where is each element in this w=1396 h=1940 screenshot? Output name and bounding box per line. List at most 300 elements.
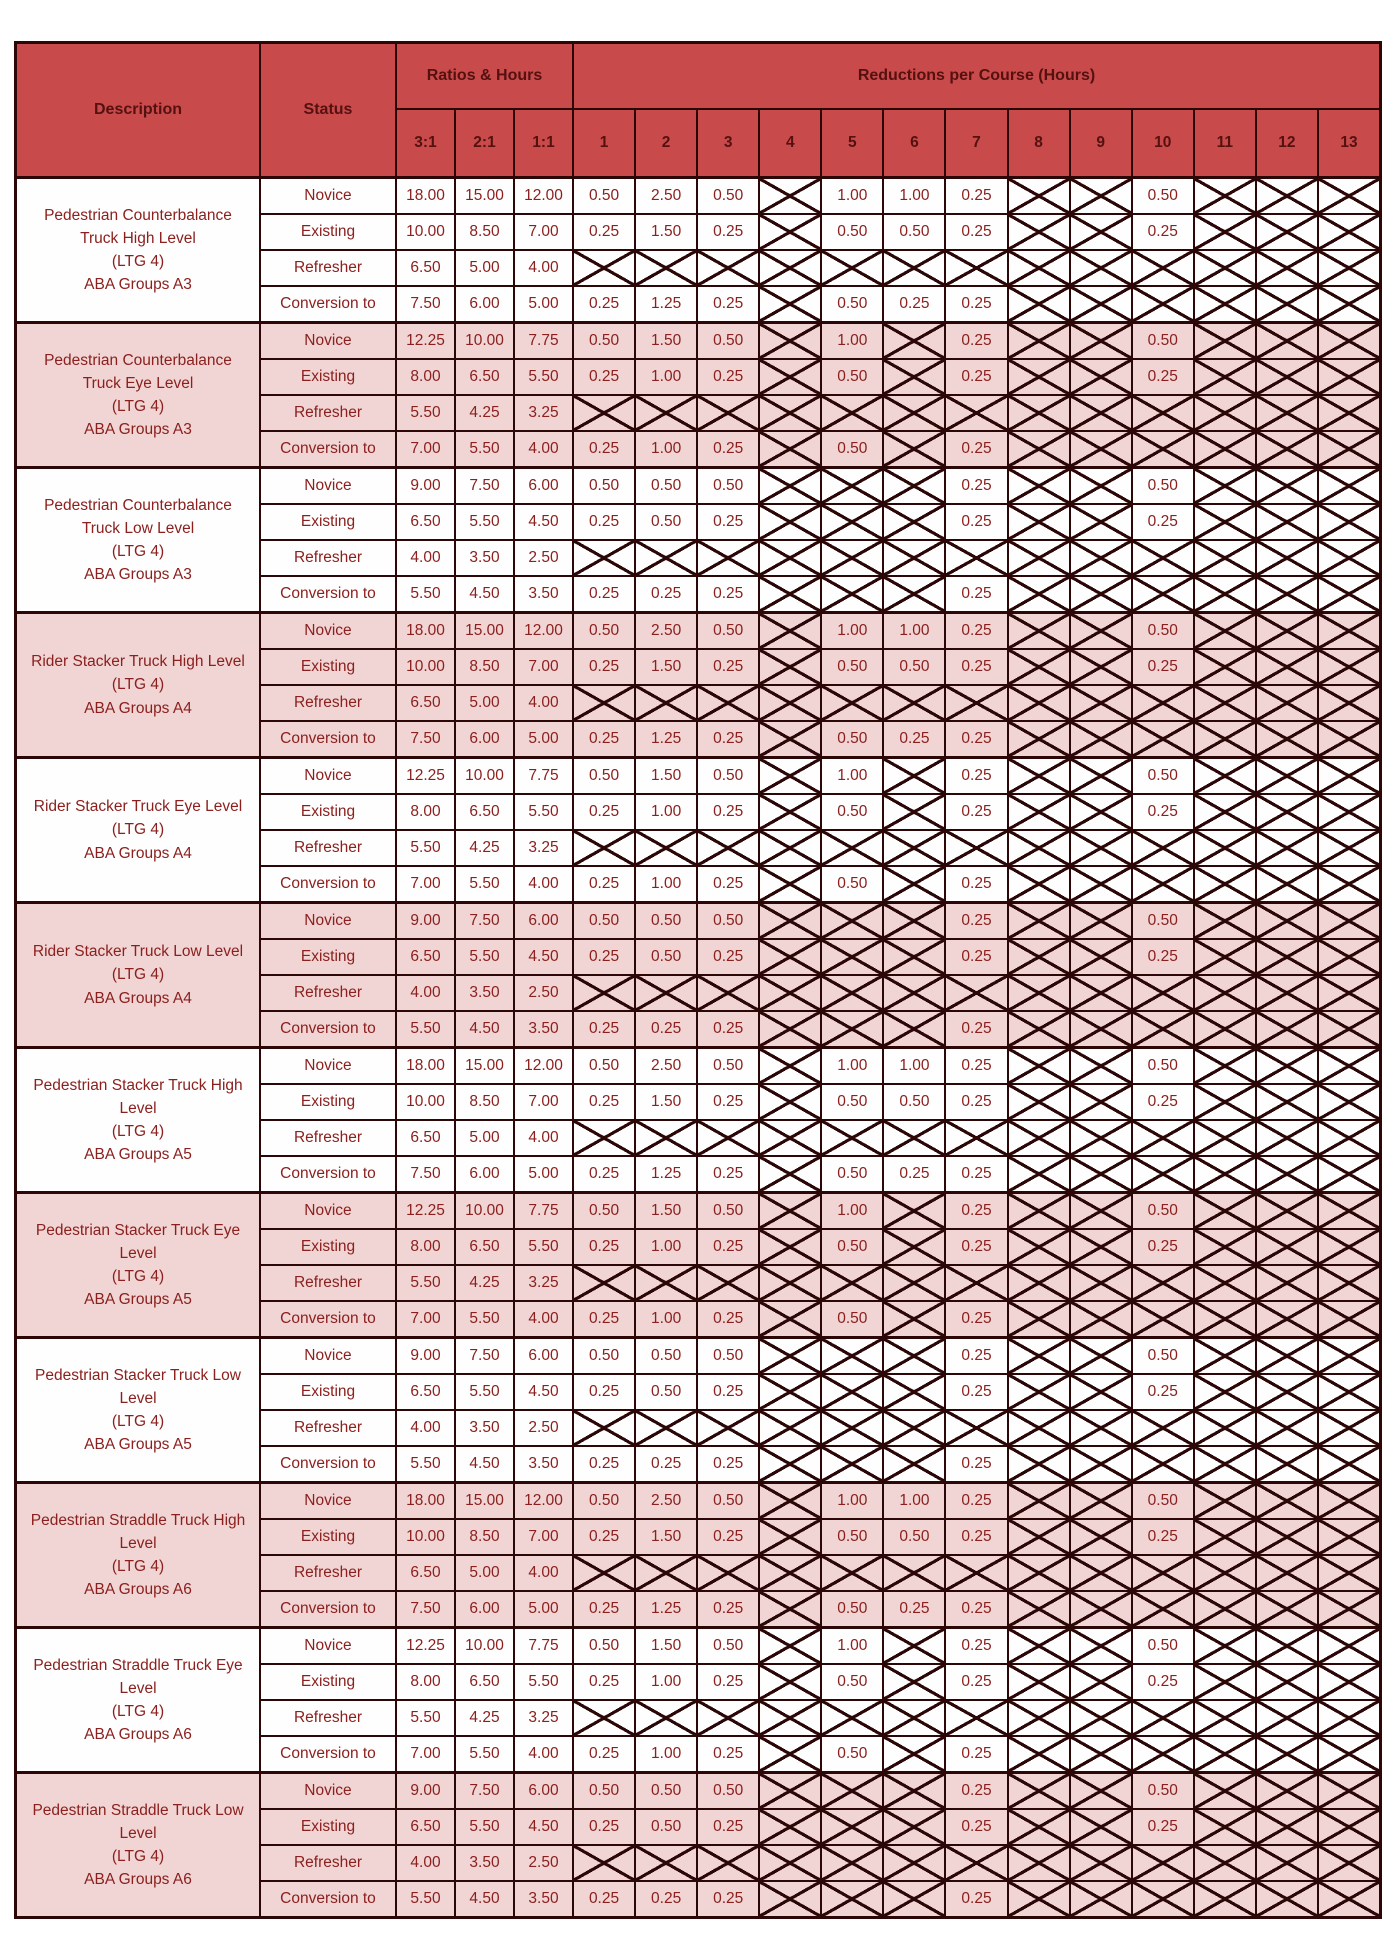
x-cross-icon [636, 1846, 696, 1880]
crossed-reduction-cell [884, 759, 944, 793]
x-cross-icon [1195, 1882, 1255, 1916]
ratio-hours-cell: 4.25 [456, 831, 513, 865]
x-cross-icon [1319, 1194, 1379, 1228]
crossed-reduction-cell [884, 577, 944, 611]
ratio-hours-cell: 9.00 [397, 1339, 454, 1373]
x-cross-icon [1257, 976, 1317, 1010]
reduction-cell: 0.25 [946, 1629, 1006, 1663]
ratio-hours-cell: 7.00 [515, 650, 572, 684]
reduction-cell: 0.50 [698, 1049, 758, 1083]
reduction-cell: 0.50 [822, 1157, 882, 1191]
crossed-reduction-cell [884, 1447, 944, 1481]
reduction-cell: 0.25 [574, 1447, 634, 1481]
course-ltg: (LTG 4) [111, 1558, 165, 1575]
ratio-hours-cell: 5.50 [397, 1447, 454, 1481]
x-cross-icon [884, 541, 944, 575]
reduction-cell: 0.25 [698, 795, 758, 829]
x-cross-icon [636, 831, 696, 865]
status-cell: Existing [261, 1665, 395, 1699]
x-cross-icon [1071, 1665, 1131, 1699]
ratio-hours-cell: 6.00 [515, 1339, 572, 1373]
crossed-reduction-cell [1257, 1665, 1317, 1699]
x-cross-icon [760, 1194, 820, 1228]
reduction-cell: 0.25 [946, 577, 1006, 611]
ratio-hours-cell: 7.00 [397, 1737, 454, 1771]
x-cross-icon [884, 1737, 944, 1771]
status-cell: Existing [261, 1375, 395, 1409]
crossed-reduction-cell [760, 1266, 820, 1300]
crossed-reduction-cell [1071, 1012, 1131, 1046]
x-cross-icon [760, 1375, 820, 1409]
x-cross-icon [1319, 686, 1379, 720]
x-cross-icon [1257, 215, 1317, 249]
x-cross-icon [1071, 650, 1131, 684]
status-cell: Existing [261, 1085, 395, 1119]
ratio-hours-cell: 4.50 [456, 1447, 513, 1481]
status-cell: Novice [261, 179, 395, 213]
reduction-cell: 0.25 [946, 1375, 1006, 1409]
crossed-reduction-cell [1071, 1411, 1131, 1445]
x-cross-icon [760, 1520, 820, 1554]
crossed-reduction-cell [1009, 1774, 1069, 1808]
crossed-reduction-cell [1257, 831, 1317, 865]
reduction-cell: 0.25 [946, 1447, 1006, 1481]
x-cross-icon [1071, 541, 1131, 575]
ratio-hours-cell: 7.50 [397, 1157, 454, 1191]
x-cross-icon [1319, 1085, 1379, 1119]
reduction-cell: 0.50 [698, 1774, 758, 1808]
ratio-hours-cell: 6.00 [456, 1592, 513, 1626]
x-cross-icon [1133, 1592, 1193, 1626]
reduction-cell: 1.00 [636, 1230, 696, 1264]
x-cross-icon [1071, 1121, 1131, 1155]
ratio-hours-cell: 6.50 [397, 251, 454, 285]
x-cross-icon [884, 1339, 944, 1373]
status-cell: Existing [261, 1810, 395, 1844]
ratio-hours-cell: 18.00 [397, 1049, 454, 1083]
crossed-reduction-cell [822, 1375, 882, 1409]
crossed-reduction-cell [1319, 1085, 1379, 1119]
ratio-hours-cell: 2.50 [515, 1846, 572, 1880]
crossed-reduction-cell [1009, 1737, 1069, 1771]
course-aba-group: ABA Groups A3 [84, 566, 192, 584]
x-cross-icon [1195, 1302, 1255, 1336]
x-cross-icon [822, 1375, 882, 1409]
x-cross-icon [574, 251, 634, 285]
crossed-reduction-cell [1133, 1447, 1193, 1481]
ratio-hours-cell: 6.00 [515, 904, 572, 938]
ratio-hours-cell: 4.00 [515, 867, 572, 901]
x-cross-icon [636, 251, 696, 285]
crossed-reduction-cell [1257, 505, 1317, 539]
crossed-reduction-cell [1133, 541, 1193, 575]
reduction-cell: 0.25 [574, 215, 634, 249]
crossed-reduction-cell [1071, 215, 1131, 249]
reduction-cell: 0.25 [946, 722, 1006, 756]
x-cross-icon [1257, 686, 1317, 720]
x-cross-icon [760, 1592, 820, 1626]
ratio-hours-cell: 7.75 [515, 759, 572, 793]
ratio-hours-cell: 10.00 [456, 324, 513, 358]
x-cross-icon [1195, 1121, 1255, 1155]
reduction-cell: 0.50 [698, 1629, 758, 1663]
reduction-cell: 1.50 [636, 324, 696, 358]
crossed-reduction-cell [1257, 577, 1317, 611]
crossed-reduction-cell [1257, 650, 1317, 684]
crossed-reduction-cell [760, 215, 820, 249]
x-cross-icon [1257, 360, 1317, 394]
ratio-hours-cell: 5.50 [515, 1665, 572, 1699]
x-cross-icon [1133, 1882, 1193, 1916]
x-cross-icon [1195, 1556, 1255, 1590]
x-cross-icon [1009, 1157, 1069, 1191]
x-cross-icon [1257, 1810, 1317, 1844]
x-cross-icon [884, 940, 944, 974]
course-aba-group: ABA Groups A6 [84, 1581, 192, 1599]
crossed-reduction-cell [1319, 1447, 1379, 1481]
description-cell [17, 1194, 259, 1336]
x-cross-icon [1195, 1012, 1255, 1046]
x-cross-icon [1133, 1447, 1193, 1481]
reduction-cell: 1.00 [636, 1737, 696, 1771]
status-cell: Novice [261, 1629, 395, 1663]
crossed-reduction-cell [698, 251, 758, 285]
ratio-hours-cell: 6.00 [456, 722, 513, 756]
crossed-reduction-cell [1133, 287, 1193, 321]
crossed-reduction-cell [1319, 1701, 1379, 1735]
ratios-hours-header: Ratios & Hours [397, 44, 572, 108]
reduction-cell: 1.00 [884, 614, 944, 648]
ratio-hours-cell: 15.00 [456, 614, 513, 648]
x-cross-icon [1195, 1339, 1255, 1373]
crossed-reduction-cell [1319, 360, 1379, 394]
x-cross-icon [1257, 1266, 1317, 1300]
x-cross-icon [1257, 1556, 1317, 1590]
reduction-cell: 0.25 [574, 867, 634, 901]
crossed-reduction-cell [760, 541, 820, 575]
x-cross-icon [1133, 251, 1193, 285]
x-cross-icon [1257, 1774, 1317, 1808]
crossed-reduction-cell [1071, 1810, 1131, 1844]
crossed-reduction-cell [1319, 1049, 1379, 1083]
ratio-hours-cell: 6.50 [397, 1375, 454, 1409]
x-cross-icon [1257, 432, 1317, 466]
ratio-hours-cell: 18.00 [397, 614, 454, 648]
ratio-hours-cell: 7.75 [515, 324, 572, 358]
ratio-hours-cell: 5.50 [456, 1810, 513, 1844]
reduction-cell: 0.50 [1133, 179, 1193, 213]
x-cross-icon [1257, 505, 1317, 539]
reduction-cell: 0.25 [946, 1737, 1006, 1771]
crossed-reduction-cell [1319, 179, 1379, 213]
x-cross-icon [1195, 1157, 1255, 1191]
status-cell: Refresher [261, 831, 395, 865]
crossed-reduction-cell [884, 1230, 944, 1264]
x-cross-icon [884, 1375, 944, 1409]
x-cross-icon [1195, 650, 1255, 684]
crossed-reduction-cell [1071, 722, 1131, 756]
x-cross-icon [1257, 1520, 1317, 1554]
status-cell: Novice [261, 1339, 395, 1373]
status-cell: Novice [261, 469, 395, 503]
ratio-hours-cell: 8.00 [397, 360, 454, 394]
crossed-reduction-cell [574, 1846, 634, 1880]
x-cross-icon [1257, 1339, 1317, 1373]
reduction-cell: 0.25 [946, 1774, 1006, 1808]
ratio-hours-cell: 6.50 [456, 360, 513, 394]
crossed-reduction-cell [1257, 1230, 1317, 1264]
x-cross-icon [1009, 1411, 1069, 1445]
x-cross-icon [1133, 1701, 1193, 1735]
crossed-reduction-cell [884, 1266, 944, 1300]
crossed-reduction-cell [822, 1556, 882, 1590]
x-cross-icon [1257, 759, 1317, 793]
ratio-hours-cell: 6.00 [456, 287, 513, 321]
crossed-reduction-cell [946, 831, 1006, 865]
crossed-reduction-cell [1319, 1882, 1379, 1916]
crossed-reduction-cell [1071, 541, 1131, 575]
crossed-reduction-cell [1257, 759, 1317, 793]
x-cross-icon [822, 1810, 882, 1844]
ratio-hours-cell: 4.00 [515, 1121, 572, 1155]
x-cross-icon [884, 1121, 944, 1155]
crossed-reduction-cell [1195, 324, 1255, 358]
crossed-reduction-cell [1071, 1592, 1131, 1626]
crossed-reduction-cell [822, 904, 882, 938]
course-aba-group: ABA Groups A5 [84, 1436, 192, 1454]
crossed-reduction-cell [1319, 1774, 1379, 1808]
crossed-reduction-cell [1195, 831, 1255, 865]
x-cross-icon [1195, 831, 1255, 865]
ratio-hours-cell: 7.00 [397, 432, 454, 466]
crossed-reduction-cell [1257, 976, 1317, 1010]
status-cell: Refresher [261, 251, 395, 285]
crossed-reduction-cell [760, 1629, 820, 1663]
crossed-reduction-cell [822, 1266, 882, 1300]
crossed-reduction-cell [1195, 1556, 1255, 1590]
crossed-reduction-cell [760, 1882, 820, 1916]
x-cross-icon [1195, 469, 1255, 503]
x-cross-icon [946, 1556, 1006, 1590]
crossed-reduction-cell [1071, 795, 1131, 829]
x-cross-icon [1071, 1810, 1131, 1844]
x-cross-icon [636, 686, 696, 720]
crossed-reduction-cell [1257, 1701, 1317, 1735]
x-cross-icon [1319, 904, 1379, 938]
crossed-reduction-cell [1257, 1194, 1317, 1228]
crossed-reduction-cell [760, 1447, 820, 1481]
reduction-cell: 0.50 [574, 1339, 634, 1373]
x-cross-icon [822, 1447, 882, 1481]
crossed-reduction-cell [1071, 1774, 1131, 1808]
x-cross-icon [1257, 1085, 1317, 1119]
x-cross-icon [1319, 1882, 1379, 1916]
reduction-cell: 1.50 [636, 1194, 696, 1228]
x-cross-icon [760, 215, 820, 249]
crossed-reduction-cell [760, 940, 820, 974]
x-cross-icon [1071, 1592, 1131, 1626]
reduction-cell: 0.25 [946, 1665, 1006, 1699]
x-cross-icon [1319, 722, 1379, 756]
crossed-reduction-cell [1071, 1121, 1131, 1155]
crossed-reduction-cell [1319, 1230, 1379, 1264]
x-cross-icon [1195, 577, 1255, 611]
x-cross-icon [1133, 831, 1193, 865]
reduction-cell: 0.25 [884, 1157, 944, 1191]
crossed-reduction-cell [1071, 650, 1131, 684]
crossed-reduction-cell [884, 505, 944, 539]
x-cross-icon [760, 867, 820, 901]
x-cross-icon [698, 541, 758, 575]
x-cross-icon [760, 505, 820, 539]
crossed-reduction-cell [1319, 1556, 1379, 1590]
x-cross-icon [760, 396, 820, 430]
reduction-cell: 0.25 [946, 179, 1006, 213]
crossed-reduction-cell [884, 795, 944, 829]
x-cross-icon [1071, 1302, 1131, 1336]
crossed-reduction-cell [1195, 1411, 1255, 1445]
x-cross-icon [1257, 650, 1317, 684]
x-cross-icon [760, 940, 820, 974]
reduction-cell: 0.25 [946, 1012, 1006, 1046]
x-cross-icon [760, 1230, 820, 1264]
x-cross-icon [946, 1266, 1006, 1300]
reduction-cell: 0.25 [698, 505, 758, 539]
crossed-reduction-cell [698, 1701, 758, 1735]
crossed-reduction-cell [1009, 1194, 1069, 1228]
reduction-cell: 0.25 [946, 469, 1006, 503]
crossed-reduction-cell [698, 686, 758, 720]
x-cross-icon [1133, 1121, 1193, 1155]
ratio-hours-cell: 12.00 [515, 1484, 572, 1518]
reduction-cell: 0.25 [574, 1157, 634, 1191]
reduction-cell: 0.50 [884, 650, 944, 684]
x-cross-icon [1071, 215, 1131, 249]
status-cell: Novice [261, 324, 395, 358]
reduction-col-header-10: 10 [1133, 110, 1193, 176]
reduction-cell: 0.25 [698, 287, 758, 321]
ratio-hours-cell: 10.00 [456, 1194, 513, 1228]
x-cross-icon [1071, 287, 1131, 321]
ratio-hours-cell: 4.50 [515, 1375, 572, 1409]
description-cell [17, 324, 259, 466]
course-ltg: (LTG 4) [111, 398, 165, 415]
x-cross-icon [1133, 1157, 1193, 1191]
crossed-reduction-cell [1319, 1810, 1379, 1844]
crossed-reduction-cell [884, 1339, 944, 1373]
x-cross-icon [1195, 1411, 1255, 1445]
x-cross-icon [1009, 795, 1069, 829]
ratio-hours-cell: 9.00 [397, 904, 454, 938]
x-cross-icon [760, 976, 820, 1010]
reduction-cell: 0.50 [698, 1484, 758, 1518]
crossed-reduction-cell [1009, 1810, 1069, 1844]
x-cross-icon [822, 251, 882, 285]
x-cross-icon [1071, 904, 1131, 938]
reduction-cell: 0.25 [636, 577, 696, 611]
crossed-reduction-cell [760, 831, 820, 865]
x-cross-icon [1257, 722, 1317, 756]
reduction-cell: 0.50 [1133, 759, 1193, 793]
x-cross-icon [1257, 469, 1317, 503]
reduction-cell: 0.25 [574, 360, 634, 394]
crossed-reduction-cell [1133, 686, 1193, 720]
crossed-reduction-cell [884, 867, 944, 901]
status-cell: Refresher [261, 1556, 395, 1590]
crossed-reduction-cell [1257, 1085, 1317, 1119]
x-cross-icon [1195, 795, 1255, 829]
crossed-reduction-cell [822, 1012, 882, 1046]
course-aba-group: ABA Groups A3 [84, 276, 192, 294]
crossed-reduction-cell [760, 324, 820, 358]
x-cross-icon [760, 432, 820, 466]
x-cross-icon [1133, 976, 1193, 1010]
x-cross-icon [822, 1846, 882, 1880]
reduction-col-header-4: 4 [760, 110, 820, 176]
x-cross-icon [1257, 1701, 1317, 1735]
reduction-cell: 0.25 [698, 1665, 758, 1699]
crossed-reduction-cell [1195, 1049, 1255, 1083]
reduction-cell: 0.25 [698, 1230, 758, 1264]
reduction-cell: 0.25 [946, 867, 1006, 901]
x-cross-icon [760, 795, 820, 829]
reduction-cell: 0.25 [574, 505, 634, 539]
x-cross-icon [822, 1774, 882, 1808]
x-cross-icon [1009, 1737, 1069, 1771]
crossed-reduction-cell [760, 1774, 820, 1808]
ratio-hours-cell: 5.50 [515, 360, 572, 394]
status-cell: Refresher [261, 1121, 395, 1155]
reduction-cell: 0.25 [574, 1230, 634, 1264]
crossed-reduction-cell [1009, 396, 1069, 430]
x-cross-icon [1257, 1629, 1317, 1663]
ratio-col-header-1-1: 1:1 [515, 110, 572, 176]
crossed-reduction-cell [822, 1701, 882, 1735]
ratio-hours-cell: 8.00 [397, 1665, 454, 1699]
crossed-reduction-cell [1257, 1484, 1317, 1518]
crossed-reduction-cell [636, 1411, 696, 1445]
crossed-reduction-cell [1319, 1339, 1379, 1373]
x-cross-icon [698, 1701, 758, 1735]
x-cross-icon [1195, 1375, 1255, 1409]
x-cross-icon [574, 1411, 634, 1445]
x-cross-icon [1195, 1810, 1255, 1844]
x-cross-icon [1257, 867, 1317, 901]
ratio-hours-cell: 7.00 [397, 1302, 454, 1336]
crossed-reduction-cell [1071, 759, 1131, 793]
crossed-reduction-cell [1257, 795, 1317, 829]
status-cell: Refresher [261, 541, 395, 575]
ratio-hours-cell: 6.50 [456, 795, 513, 829]
crossed-reduction-cell [1195, 1447, 1255, 1481]
x-cross-icon [1257, 614, 1317, 648]
crossed-reduction-cell [1133, 722, 1193, 756]
course-name: Pedestrian Straddle Truck High Level [30, 1511, 246, 1552]
reduction-cell: 0.50 [698, 904, 758, 938]
crossed-reduction-cell [1133, 1121, 1193, 1155]
crossed-reduction-cell [760, 1737, 820, 1771]
reduction-cell: 0.25 [1133, 1520, 1193, 1554]
status-cell: Existing [261, 1520, 395, 1554]
ratio-hours-cell: 9.00 [397, 469, 454, 503]
x-cross-icon [760, 1665, 820, 1699]
crossed-reduction-cell [1319, 1121, 1379, 1155]
crossed-reduction-cell [1195, 1012, 1255, 1046]
crossed-reduction-cell [1009, 686, 1069, 720]
x-cross-icon [698, 1121, 758, 1155]
description-cell [17, 1774, 259, 1916]
x-cross-icon [1195, 976, 1255, 1010]
